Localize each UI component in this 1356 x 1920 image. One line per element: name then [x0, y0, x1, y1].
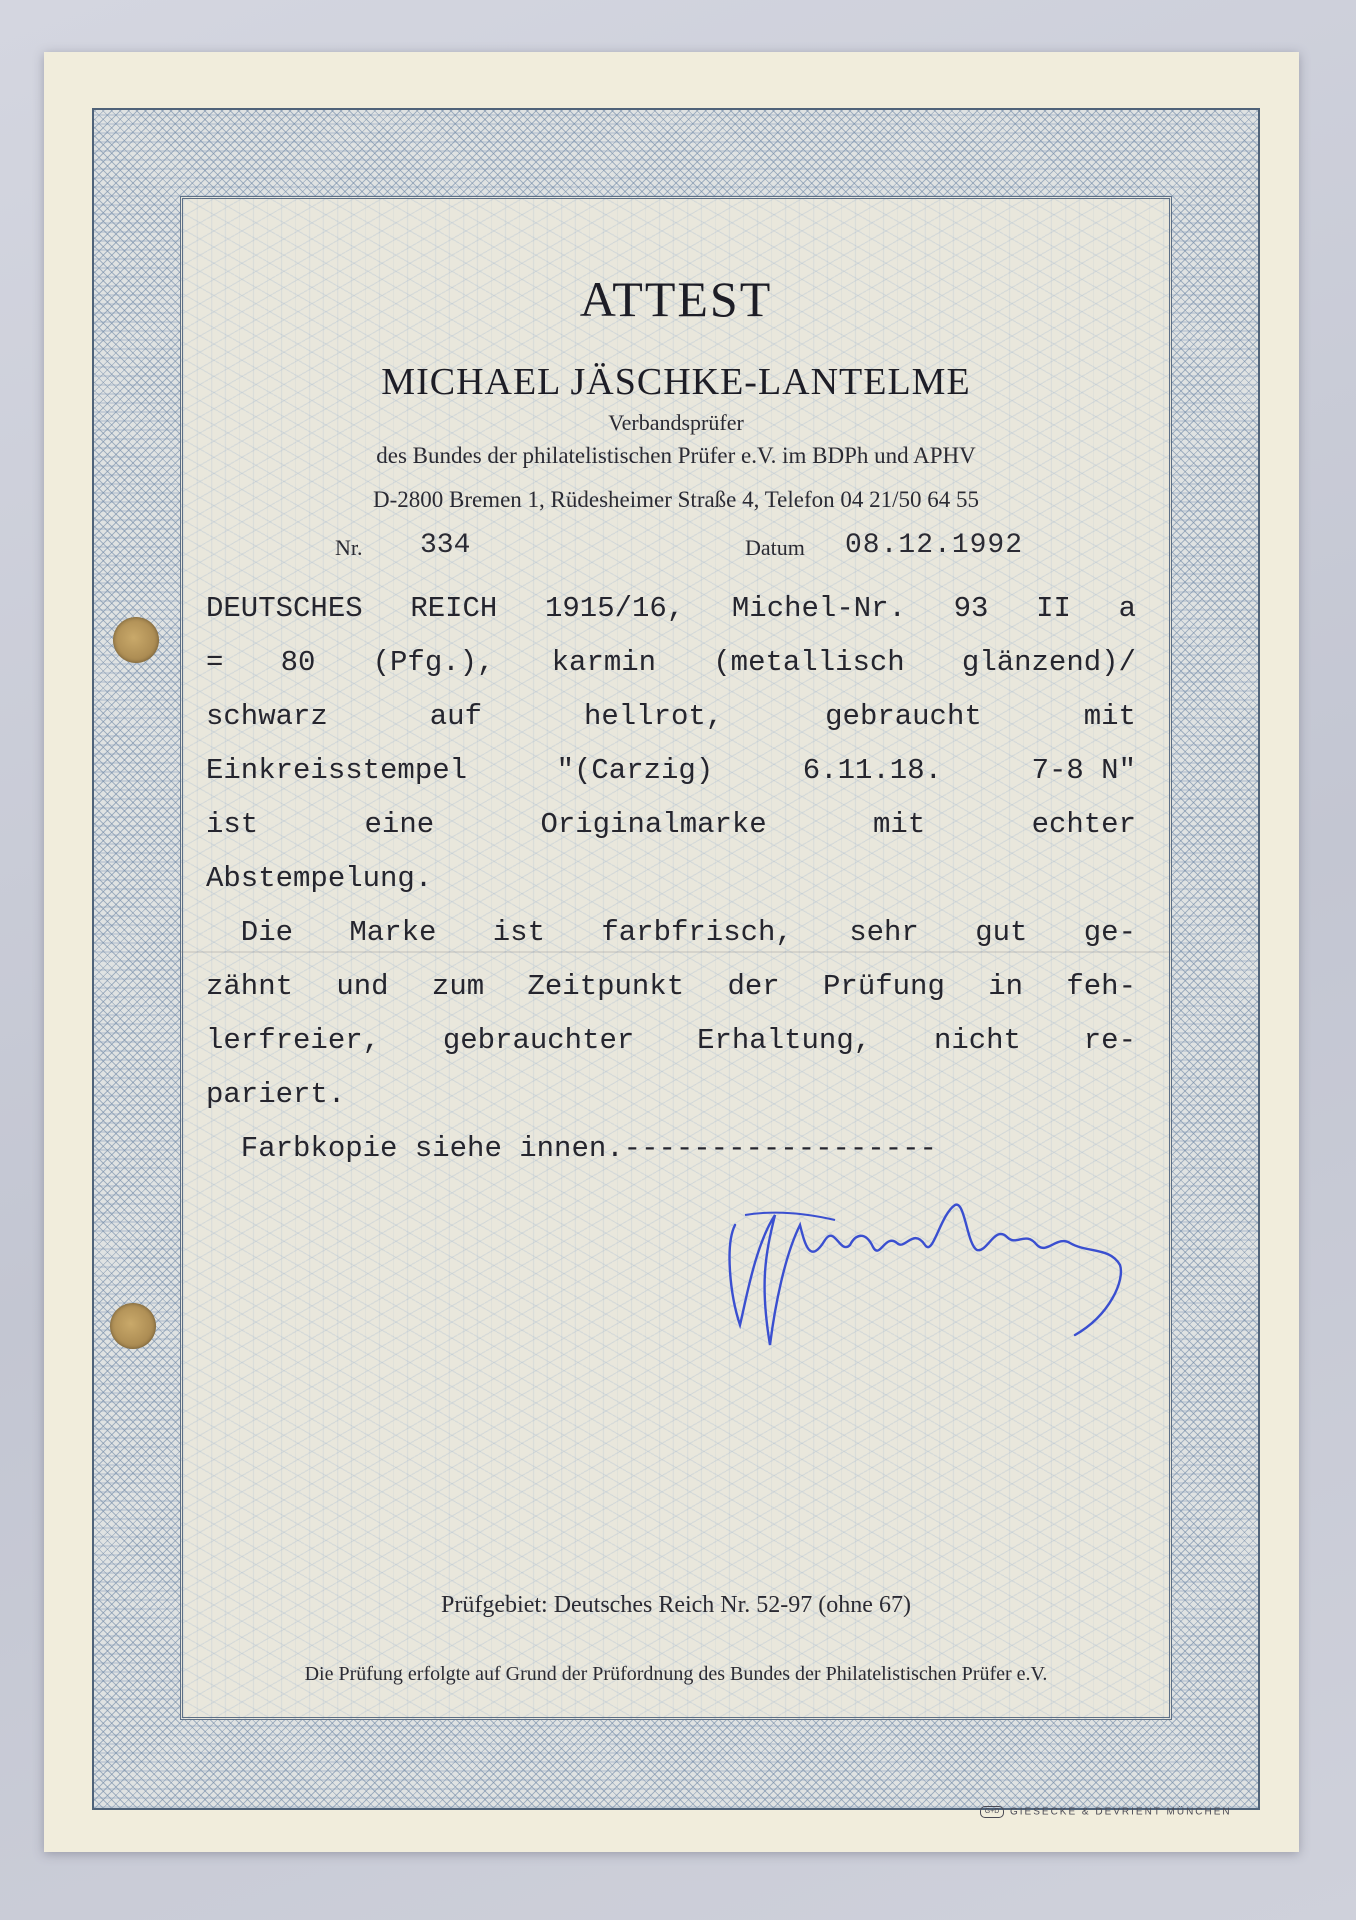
body-word: 7-8 N"	[1031, 754, 1136, 787]
body-word: a	[1118, 592, 1136, 625]
punch-hole-bottom	[110, 1303, 156, 1349]
association-line: des Bundes der philatelistischen Prüfer e.V. im BDPh und APHV	[376, 443, 976, 468]
certificate-title: ATTEST	[579, 271, 773, 327]
body-word: Prüfung	[823, 970, 945, 1003]
legal-note: Die Prüfung erfolgte auf Grund der Prüfordnung des Bundes der Philatelistischen Prüfer e.V.	[304, 1663, 1048, 1685]
body-word: Zeitpunkt	[527, 970, 685, 1003]
punch-hole-top	[113, 617, 159, 663]
body-word: eine	[364, 808, 435, 841]
exam-area: Prüfgebiet: Deutsches Reich Nr. 52-97 (ohne 67)	[441, 1592, 911, 1618]
body-word: farbfrisch,	[601, 916, 793, 949]
body-word: re-	[1083, 1024, 1136, 1057]
body-line	[206, 690, 1136, 744]
body-word: sehr	[849, 916, 919, 949]
body-word: und	[336, 970, 389, 1003]
body-word: Marke	[349, 916, 437, 949]
body-line	[206, 906, 1136, 960]
examiner-name: MICHAEL JÄSCHKE-LANTELME	[381, 361, 971, 403]
body-word: nicht	[933, 1024, 1021, 1057]
body-word: auf	[429, 700, 482, 733]
body-line	[206, 798, 1136, 852]
body-word: gebraucht	[825, 700, 982, 733]
body-word: lerfreier,	[206, 1024, 381, 1057]
body-word: REICH	[410, 592, 498, 625]
certificate-number-label: Nr.	[335, 535, 363, 560]
body-word: ist	[492, 916, 545, 949]
body-word: "(Carzig)	[556, 754, 714, 787]
printer-name: GIESECKE & DEVRIENT MÜNCHEN	[1010, 1806, 1232, 1818]
body-line	[206, 744, 1136, 798]
examiner-role: Verbandsprüfer	[608, 410, 744, 435]
body-word: ist	[206, 808, 259, 841]
body-word: gut	[975, 916, 1028, 949]
body-word: pariert.	[206, 1078, 346, 1111]
body-word: 93	[953, 592, 989, 625]
body-word: zum	[431, 970, 485, 1003]
body-word: hellrot,	[583, 700, 724, 733]
body-word: Michel-Nr.	[731, 592, 906, 625]
body-word: 80	[280, 646, 316, 679]
body-word: feh-	[1066, 970, 1136, 1003]
gd-logo-icon: G+D	[980, 1806, 1004, 1818]
address-line: D-2800 Bremen 1, Rüdesheimer Straße 4, Telefon 04 21/50 64 55	[372, 487, 980, 512]
body-word: =	[206, 646, 224, 679]
body-word: Farbkopie siehe innen.------------------	[206, 1132, 937, 1165]
body-word: glänzend)/	[961, 646, 1136, 679]
body-word: (metallisch	[713, 646, 905, 679]
body-word: Originalmarke	[540, 808, 767, 841]
body-line	[206, 582, 1136, 636]
body-line	[206, 1122, 1136, 1176]
body-word: der	[727, 970, 780, 1003]
body-word: karmin	[551, 646, 657, 679]
date-label: Datum	[745, 535, 805, 560]
body-word: II	[1036, 592, 1071, 625]
body-line	[206, 960, 1136, 1014]
body-word: Einkreisstempel	[206, 754, 468, 787]
certificate-number: 334	[420, 530, 471, 561]
body-line	[206, 1014, 1136, 1068]
body-word: zähnt	[206, 970, 294, 1003]
body-line	[206, 1068, 1136, 1122]
body-word: Erhaltung,	[697, 1024, 872, 1057]
body-word: ge-	[1083, 916, 1136, 949]
certificate-date: 08.12.1992	[845, 530, 1024, 561]
body-word: schwarz	[206, 700, 328, 733]
body-word: DEUTSCHES	[206, 592, 363, 625]
body-word: Die	[206, 916, 294, 949]
printer-imprint	[980, 1806, 1232, 1818]
examiner-signature	[715, 1185, 1135, 1355]
body-word: mit	[873, 808, 926, 841]
body-word: 1915/16,	[545, 592, 685, 625]
body-word: gebrauchter	[442, 1024, 635, 1057]
body-line	[206, 636, 1136, 690]
body-line	[206, 852, 1136, 906]
body-word: mit	[1083, 700, 1136, 733]
body-word: in	[988, 970, 1024, 1003]
certificate-body	[206, 582, 1136, 1176]
body-word: Abstempelung.	[206, 862, 433, 895]
body-word: echter	[1031, 808, 1136, 841]
body-word: 6.11.18.	[802, 754, 943, 787]
body-word: (Pfg.),	[372, 646, 495, 679]
